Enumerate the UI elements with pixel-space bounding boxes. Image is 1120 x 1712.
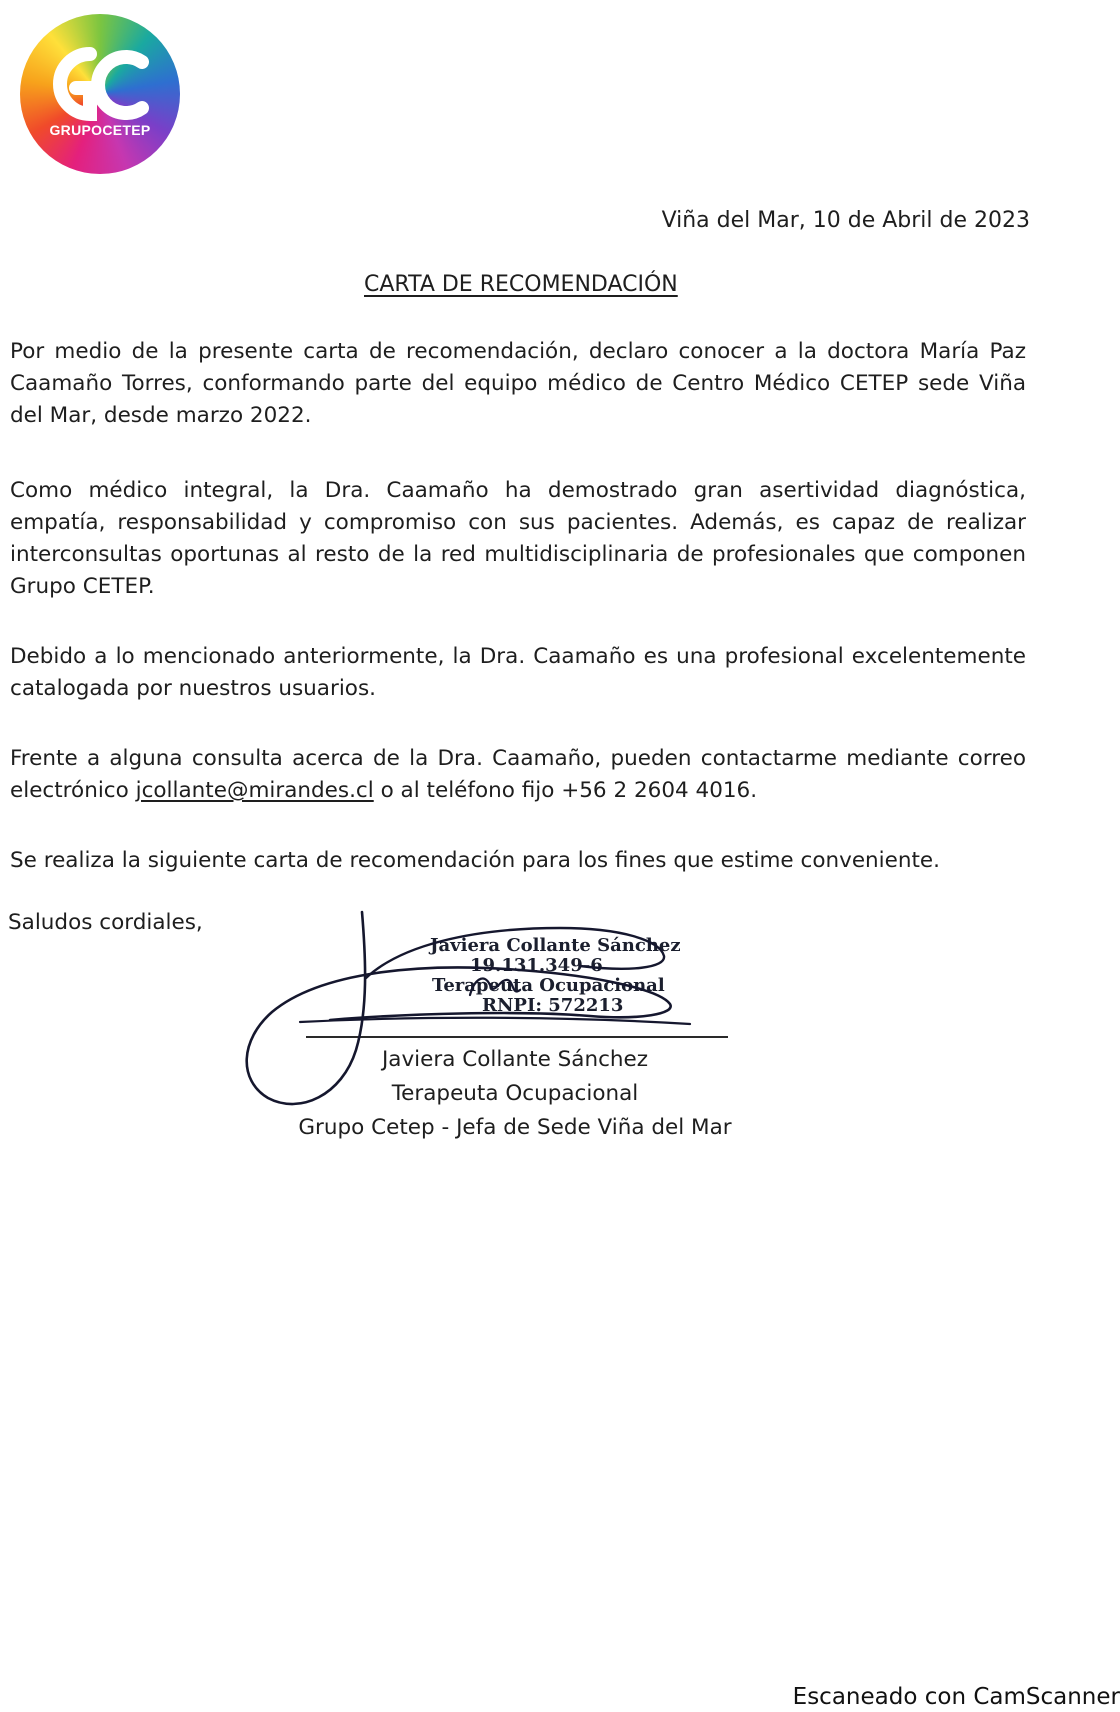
paragraph-introduction: Por medio de la presente carta de recomendación, declaro conocer a la doctora María Paz Caamaño Torres, conformando parte del equipo médico de Centro Médico CETEP sede Viña del Mar, desde marzo 2022. [10,339,1026,428]
signer-name: Javiera Collante Sánchez [381,1047,649,1072]
grupocetep-logo [20,14,180,174]
signer-role: Terapeuta Ocupacional [391,1081,639,1106]
paragraph-rating: Debido a lo mencionado anteriormente, la Dra. Caamaño es una profesional excelentemente catalogada por nuestros usuarios. [10,644,1026,701]
signature-line [306,1036,728,1038]
gc-monogram-logo-icon [20,14,180,174]
stamp-registry: RNPI: 572213 [482,995,624,1016]
paragraph-qualities: Como médico integral, la Dra. Caamaño ha demostrado gran asertividad diagnóstica, empatía, responsabilidad y compromiso con sus pacientes. Además, es capaz de realizar interconsultas oportunas al resto de la red multidisciplinaria de profesionales que componen Grupo CETEP. [10,478,1026,599]
letter-title: CARTA DE RECOMENDACIÓN [364,272,678,297]
paragraph-contact [10,743,1026,807]
email-link[interactable]: jcollante@mirandes.cl [135,778,374,803]
signer-organization: Grupo Cetep - Jefa de Sede Viña del Mar [298,1115,732,1140]
signature-stamp [420,936,720,1016]
contact-text-after: o al teléfono fijo +56 2 2604 4016. [373,778,758,803]
paragraph-purpose: Se realiza la siguiente carta de recomendación para los fines que estime conveniente. [10,848,940,873]
stamp-name: Javiera Collante Sánchez [430,935,681,956]
closing-salutation: Saludos cordiales, [8,910,203,935]
scanner-watermark: Escaneado con CamScanner [792,1684,1120,1710]
logo-text: GRUPOCETEP [49,122,151,138]
contact-text-before: Frente a alguna consulta acerca de la Dra. Caamaño, pueden contactarme mediante correo electrónico [10,746,1026,803]
stamp-role: Terapeuta Ocupacional [432,975,665,996]
stamp-id: 19.131.349-6 [470,955,603,976]
letter-date: Viña del Mar, 10 de Abril de 2023 [661,208,1030,233]
